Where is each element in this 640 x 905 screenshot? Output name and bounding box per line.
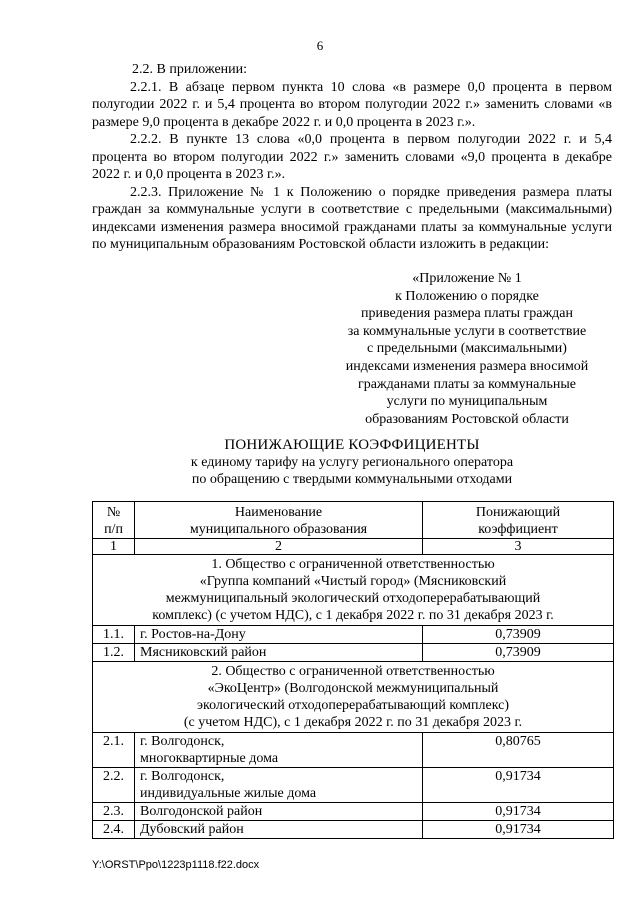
municipality-name: [135, 733, 423, 768]
municipality-name-line: г. Волгодонск,: [140, 769, 225, 784]
heading-subtitle: к единому тарифу на услугу регионального оператора: [190, 455, 514, 470]
coefficient-value: 0,80765: [423, 733, 614, 768]
row-number: 2.4.: [93, 821, 135, 839]
municipality-name: Дубовский район: [135, 821, 423, 839]
header-name-line: муниципального образования: [189, 522, 368, 537]
municipality-name: Мясниковский район: [135, 644, 423, 662]
column-index-row: [93, 539, 614, 555]
group-header-row: [93, 662, 614, 733]
amendment-text: [92, 61, 612, 254]
appendix-caption: [322, 270, 612, 428]
appendix-line: с предельными (максимальными): [367, 341, 567, 357]
coefficient-value: 0,91734: [423, 768, 614, 803]
header-coefficient: [423, 502, 614, 539]
column-index: 3: [423, 539, 614, 555]
coefficients-table: [92, 501, 614, 839]
table-row: [93, 733, 614, 768]
paragraph-2-2-2: 2.2.2. В пункте 13 слова «0,0 процента в первом полугодии 2022 г. и 5,4 процента во втором полугодии 2022 г.» заменить словами «9,0 процента в декабре 2022 г. и 0,0 процента в 2023 г.».: [92, 132, 612, 182]
appendix-line: приведения размера платы граждан: [361, 306, 573, 322]
file-path-footer: Y:\ORST\Ppo\1223p1118.f22.docx: [92, 859, 260, 871]
header-name-line: Наименование: [234, 505, 323, 520]
row-number: 1.1.: [93, 626, 135, 644]
table-header-row: [93, 502, 614, 539]
row-number: 1.2.: [93, 644, 135, 662]
group-header-row: [93, 555, 614, 626]
appendix-line: «Приложение № 1: [412, 271, 522, 286]
table-row: [93, 768, 614, 803]
header-coef-line: Понижающий: [475, 505, 561, 520]
group-title-line: комплекс) (с учетом НДС), с 1 декабря 2022 г. по 31 декабря 2023 г.: [152, 608, 554, 623]
header-name: [135, 502, 423, 539]
heading-title: ПОНИЖАЮЩИЕ КОЭФФИЦИЕНТЫ: [224, 437, 480, 453]
coefficient-value: 0,73909: [423, 644, 614, 662]
paragraph-2-2-3: 2.2.3. Приложение № 1 к Положению о порядке приведения размера платы граждан за коммунальные услуги в соответствие с предельными (максимальными) индексами изменения размера вносимой гражданами платы за коммунальные услуги по муниципальным образованиям Ростовской области изложить в редакции:: [92, 184, 612, 252]
row-number: 2.1.: [93, 733, 135, 768]
municipality-name-line: многоквартирные дома: [140, 751, 279, 766]
group-1-title: [93, 555, 614, 626]
group-2-title: [93, 662, 614, 733]
municipality-name: Волгодонской район: [135, 803, 423, 821]
coefficient-value: 0,73909: [423, 626, 614, 644]
municipality-name-line: г. Волгодонск,: [140, 734, 225, 749]
appendix-line: гражданами платы за коммунальные: [358, 376, 576, 392]
row-number: 2.3.: [93, 803, 135, 821]
paragraph-2-2-1: 2.2.1. В абзаце первом пункта 10 слова «в размере 0,0 процента в первом полугодии 2022 г. и 5,4 процента во втором полугодии 2022 г.» заменить словами «в размере 9,0 процента в декабре 2022 г. и 0,0 процента в 2023 г.».: [92, 79, 612, 130]
group-title-line: «ЭкоЦентр» (Волгодонской межмуниципальный: [207, 681, 499, 696]
paragraph-2-2: 2.2. В приложении:: [132, 62, 248, 77]
table-row: [93, 821, 614, 839]
table-row: [93, 626, 614, 644]
table-row: [93, 644, 614, 662]
page-number: 6: [316, 38, 324, 53]
group-title-line: экологический отходоперерабатывающий комплекс): [196, 698, 510, 713]
group-title-line: 2. Общество с ограниченной ответственностью: [211, 664, 495, 679]
header-num-line: №: [106, 505, 121, 520]
group-title-line: (с учетом НДС), с 1 декабря 2022 г. по 31 декабря 2023 г.: [183, 715, 523, 730]
table-row: [93, 803, 614, 821]
appendix-line: образованиям Ростовской области: [365, 411, 569, 427]
municipality-name: [135, 768, 423, 803]
column-index: 2: [135, 539, 423, 555]
heading-subtitle: по обращению с твердыми коммунальными отходами: [191, 472, 513, 487]
header-num-line: п/п: [104, 522, 123, 537]
table-heading: [92, 436, 612, 488]
group-title-line: 1. Общество с ограниченной ответственностью: [211, 557, 495, 572]
appendix-line: индексами изменения размера вносимой: [345, 358, 589, 374]
group-title-line: «Группа компаний «Чистый город» (Мясниковский: [199, 574, 507, 589]
coefficient-value: 0,91734: [423, 821, 614, 839]
header-coef-line: коэффициент: [478, 522, 558, 537]
appendix-line: за коммунальные услуги в соответствие: [347, 323, 587, 339]
group-title-line: межмуниципальный экологический отходоперерабатывающий: [165, 591, 541, 606]
column-index: 1: [93, 539, 135, 555]
header-num: [93, 502, 135, 539]
appendix-line: к Положению о порядке: [395, 288, 539, 304]
row-number: 2.2.: [93, 768, 135, 803]
coefficient-value: 0,91734: [423, 803, 614, 821]
municipality-name-line: индивидуальные жилые дома: [140, 786, 317, 801]
appendix-line: услуги по муниципальным: [386, 394, 548, 410]
municipality-name: г. Ростов-на-Дону: [135, 626, 423, 644]
